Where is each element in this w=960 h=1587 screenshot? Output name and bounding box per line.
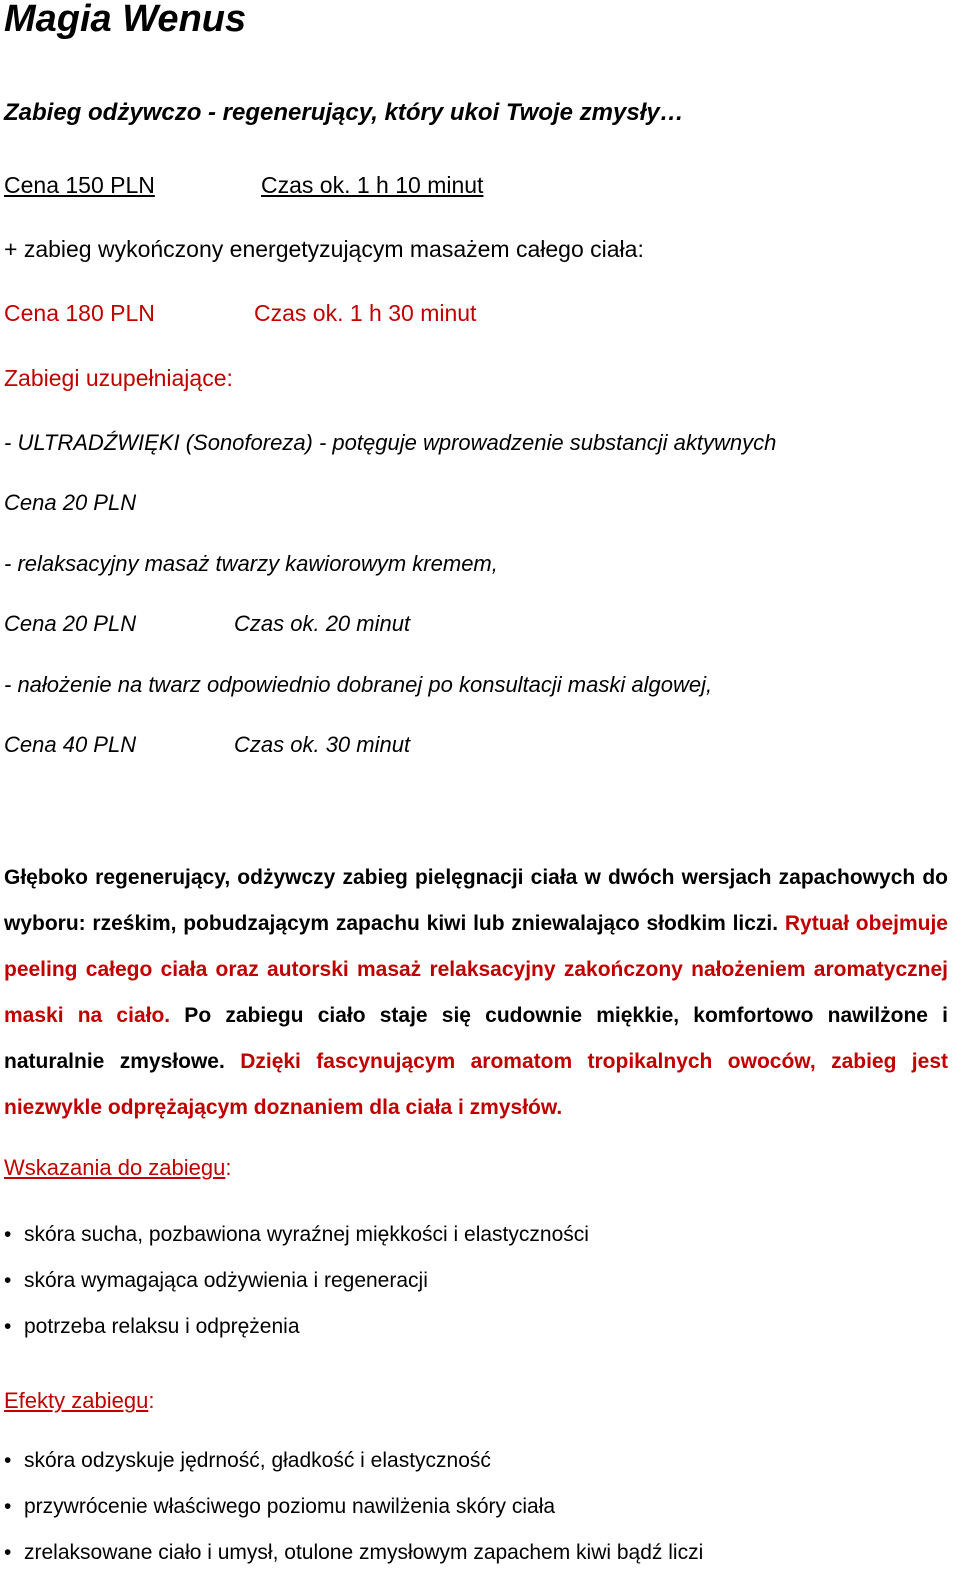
addon-mask-time: Czas ok. 30 minut	[234, 732, 411, 757]
addons-heading: Zabiegi uzupełniające:	[4, 365, 233, 391]
offer-basic-price: Cena 150 PLN	[4, 172, 155, 198]
indication-item	[4, 1270, 428, 1291]
effects-heading-colon: :	[148, 1388, 155, 1413]
bullet-icon: •	[4, 1541, 12, 1564]
addon-massage-time: Czas ok. 20 minut	[234, 611, 411, 636]
effects-heading-text: Efekty zabiegu	[4, 1388, 149, 1413]
offer-extended-time: Czas ok. 1 h 30 minut	[254, 300, 477, 326]
addon-mask-desc: - nałożenie na twarz odpowiednio dobranej po konsultacji maski algowej,	[4, 672, 713, 697]
extra-massage-line: + zabieg wykończony energetyzującym masażem całego ciała:	[4, 236, 644, 262]
indication-item-text: skóra sucha, pozbawiona wyraźnej miękkości i elastyczności	[24, 1223, 589, 1246]
addon-massage-desc: - relaksacyjny masaż twarzy kawiorowym kremem,	[4, 551, 498, 576]
subtitle: Zabieg odżywczo - regenerujący, który ukoi Twoje zmysły…	[4, 99, 684, 126]
effect-item-text: skóra odzyskuje jędrność, gładkość i elastyczność	[24, 1449, 491, 1472]
bullet-icon: •	[4, 1315, 12, 1338]
bullet-icon: •	[4, 1223, 12, 1246]
bullet-icon: •	[4, 1269, 12, 1292]
addon-mask-price: Cena 40 PLN	[4, 732, 137, 757]
effect-item-text: zrelaksowane ciało i umysł, otulone zmysłowym zapachem kiwi bądź liczi	[24, 1541, 704, 1564]
indications-heading-text: Wskazania do zabiegu	[4, 1155, 226, 1180]
effect-item	[4, 1450, 491, 1471]
treatment-description	[4, 855, 948, 1131]
bullet-icon: •	[4, 1495, 12, 1518]
page-title: Magia Wenus	[4, 0, 247, 40]
bullet-icon: •	[4, 1449, 12, 1472]
offer-extended-price: Cena 180 PLN	[4, 300, 155, 326]
indications-heading	[4, 1157, 231, 1179]
indications-heading-colon: :	[225, 1155, 232, 1180]
description-part-2: Rytuał obejmuje peeling całego ciała oraz autorski masaż relaksacyjny zakończony nałożeniem aromatycznej maski na ciało.	[4, 912, 948, 1027]
description-part-1: Głęboko regenerujący, odżywczy zabieg pielęgnacji ciała w dwóch wersjach zapachowych do wyboru: rześkim, pobudzającym zapachu kiwi lub zniewalająco słodkim liczi.	[4, 866, 948, 935]
addon-massage-price: Cena 20 PLN	[4, 611, 137, 636]
effect-item-text: przywrócenie właściwego poziomu nawilżenia skóry ciała	[24, 1495, 556, 1518]
effect-item	[4, 1542, 703, 1563]
effects-heading	[4, 1390, 154, 1412]
indication-item	[4, 1224, 589, 1245]
indication-item	[4, 1316, 300, 1337]
description-part-3: Po zabiegu ciało staje się cudownie miękkie, komfortowo nawilżone i naturalnie zmysłowe.	[4, 1004, 948, 1073]
offer-basic-time: Czas ok. 1 h 10 minut	[261, 172, 484, 198]
addon-ultrasound-desc: - ULTRADŹWIĘKI (Sonoforeza) - potęguje wprowadzenie substancji aktywnych	[4, 430, 777, 455]
addon-ultrasound-price: Cena 20 PLN	[4, 490, 137, 515]
description-part-4: Dzięki fascynującym aromatom tropikalnych owoców, zabieg jest niezwykle odprężającym doznaniem dla ciała i zmysłów.	[4, 1050, 948, 1119]
indication-item-text: skóra wymagająca odżywienia i regeneracji	[24, 1269, 428, 1292]
indication-item-text: potrzeba relaksu i odprężenia	[24, 1315, 300, 1338]
effect-item	[4, 1496, 555, 1517]
